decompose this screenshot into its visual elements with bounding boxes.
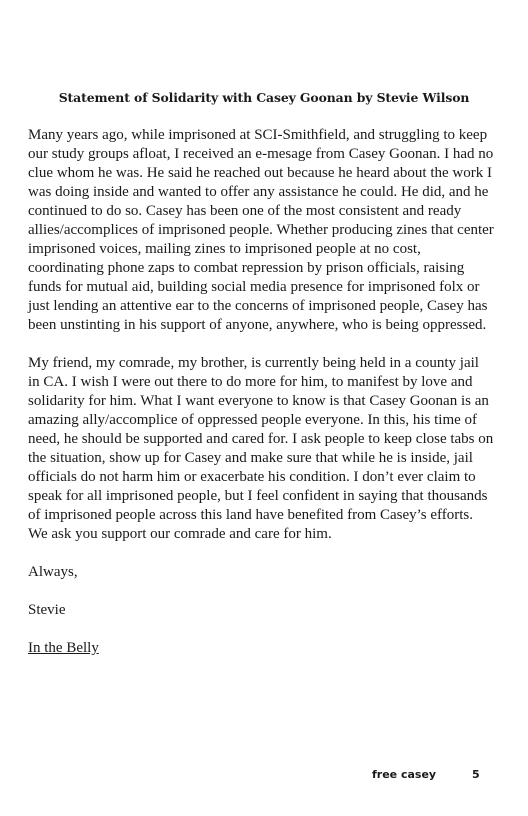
closing-salutation: Always,	[28, 564, 78, 580]
paragraph-2: My friend, my comrade, my brother, is currently being held in a county jail in CA. I wish I were out there to do more for him, to manifest by love and solidarity for him. What I want everyone to know is that Casey Goonan is an amazing ally/accomplice of oppressed people everyone. In this, his time of need, he should be supported and cared for. I ask people to keep close tabs on the situation, show up for Casey and make sure that while he is inside, jail officials do not harm him or exacerbate his condition. I don’t ever claim to speak for all imprisoned people, but I feel confident in saying that thousands of imprisoned people across this land have benefited from Casey’s efforts. We ask you support our comrade and care for him.	[28, 355, 494, 542]
document-title: Statement of Solidarity with Casey Goonan by Stevie Wilson	[58, 90, 470, 105]
document-body	[28, 126, 494, 677]
page-number: 5	[472, 768, 480, 781]
source-link-line	[28, 639, 494, 658]
footer-brand: free casey	[372, 768, 437, 781]
paragraph-1: Many years ago, while imprisoned at SCI-Smithfield, and struggling to keep our study groups afloat, I received an e-mesage from Casey Goonan. I had no clue whom he was. He said he reached out because he heard about the work I was doing inside and wanted to offer any assistance he could. He did, and he continued to do so. Casey has been one of the most consistent and ready allies/accomplices of imprisoned people. Whether producing zines that center imprisoned voices, mailing zines to imprisoned people at no cost, coordinating phone zaps to combat repression by prison officials, raising funds for mutual aid, building social media presence for imprisoned folx or just lending an attentive ear to the concerns of imprisoned people, Casey has been unstinting in his support of anyone, anywhere, who is being oppressed.	[28, 127, 494, 333]
source-link[interactable]: In the Belly	[28, 640, 99, 656]
signature: Stevie	[28, 602, 66, 618]
